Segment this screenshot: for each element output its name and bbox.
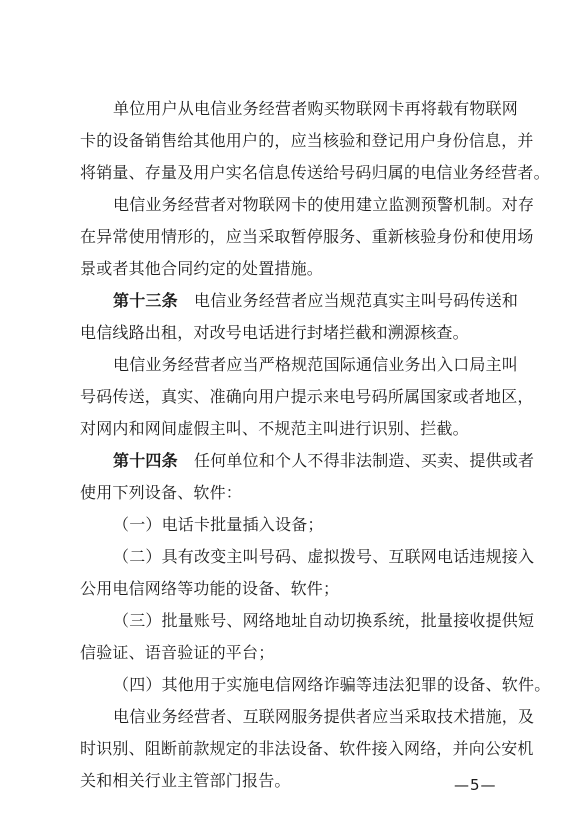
article-number: 第十四条 — [113, 451, 178, 470]
text-line: 公用电信网络等功能的设备、软件； — [80, 579, 340, 598]
text-line — [80, 445, 535, 477]
text-line: 号码传送，真实、准确向用户提示来电号码所属国家或者地区， — [80, 387, 534, 406]
paragraph — [80, 93, 550, 189]
text-line: （二）具有改变主叫号码、虚拟拨号、互联网电话违规接入 — [113, 547, 535, 566]
paragraph — [80, 189, 535, 285]
list-item — [80, 509, 510, 541]
text-line: 时识别、阻断前款规定的非法设备、软件接入网络，并向公安机 — [80, 739, 534, 758]
page-number: —5— — [454, 776, 497, 794]
document-body — [80, 93, 551, 797]
article-text: 任何单位和个人不得非法制造、买卖、提供或者 — [194, 451, 535, 470]
text-line: 在异常使用情形的，应当采取暂停服务、重新核验身份和使用场 — [80, 227, 534, 246]
text-line: 电信业务经营者应当严格规范国际通信业务出入口局主叫 — [113, 355, 519, 374]
article-number: 第十三条 — [113, 291, 178, 310]
text-line: 对网内和网间虚假主叫、不规范主叫进行识别、拦截。 — [80, 419, 469, 438]
paragraph — [80, 701, 535, 797]
text-line: （一）电话卡批量插入设备； — [113, 515, 324, 534]
text-line: 将销量、存量及用户实名信息传送给号码归属的电信业务经营者。 — [80, 163, 550, 182]
text-line: （四）其他用于实施电信网络诈骗等违法犯罪的设备、软件。 — [113, 675, 551, 694]
text-line: 使用下列设备、软件： — [80, 483, 243, 502]
text-line: 电信业务经营者对物联网卡的使用建立监测预警机制。对存 — [113, 195, 535, 214]
paragraph — [80, 349, 534, 445]
list-item — [80, 605, 535, 669]
article-14 — [80, 445, 535, 509]
article-13 — [80, 285, 519, 349]
list-item — [80, 541, 535, 605]
text-line: 电信业务经营者、互联网服务提供者应当采取技术措施，及 — [113, 707, 535, 726]
text-line — [80, 285, 519, 317]
text-line: 电信线路出租，对改号电话进行封堵拦截和溯源核查。 — [80, 323, 469, 342]
text-line: 信验证、语音验证的平台； — [80, 643, 275, 662]
text-line: 卡的设备销售给其他用户的，应当核验和登记用户身份信息，并 — [80, 131, 534, 150]
text-line: 关和相关行业主管部门报告。 — [80, 771, 291, 790]
list-item — [80, 669, 551, 701]
text-line: 单位用户从电信业务经营者购买物联网卡再将载有物联网 — [113, 99, 519, 118]
text-line: 景或者其他合同约定的处置措施。 — [80, 259, 324, 278]
text-line: （三）批量账号、网络地址自动切换系统，批量接收提供短 — [113, 611, 535, 630]
article-text: 电信业务经营者应当规范真实主叫号码传送和 — [194, 291, 519, 310]
